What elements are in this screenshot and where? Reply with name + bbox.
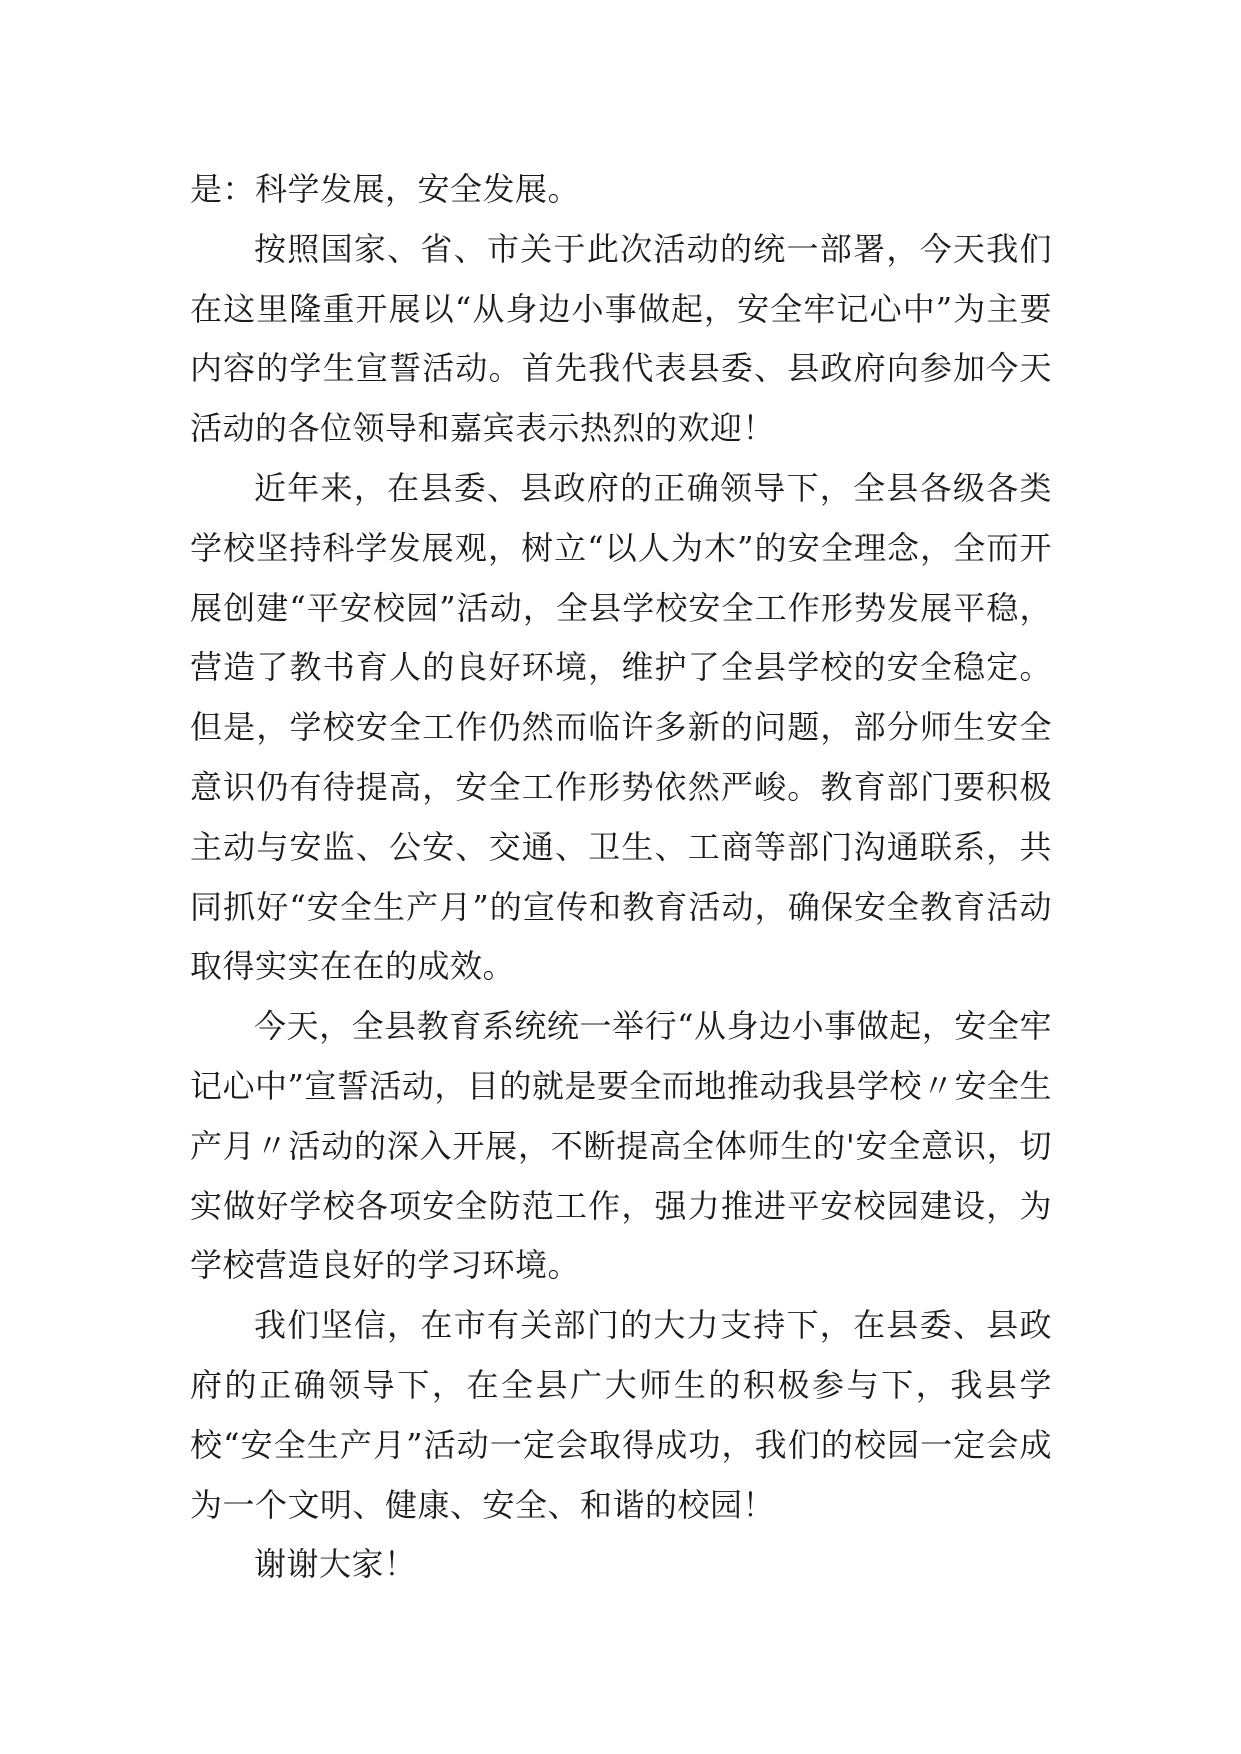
paragraph: 按照国家、省、市关于此次活动的统一部署，今天我们在这里隆重开展以“从身边小事做起，安全牢记心中”为主要内容的学生宣誓活动。首先我代表县委、县政府向参加今天活动的各位领导和嘉宾表示热烈的欢迎！ <box>190 229 1052 448</box>
paragraph: 我们坚信，在市有关部门的大力支持下，在县委、县政府的正确领导下，在全县广大师生的积极参与下，我县学校“安全生产月”活动一定会取得成功，我们的校园一定会成为一个文明、健康、安全、和谐的校园！ <box>190 1306 1052 1524</box>
document-body <box>190 160 1052 1595</box>
paragraph-continuation: 是：科学发展，安全发展。 <box>190 170 581 208</box>
paragraph: 今天，全县教育系统统一举行“从身边小事做起，安全牢记心中”宣誓活动，目的就是要全而地推动我县学校〃安全生产月〃活动的深入开展，不断提高全体师生的'安全意识，切实做好学校各项安全防范工作，强力推进平安校园建设，为学校营造良好的学习环境。 <box>190 1007 1052 1285</box>
paragraph: 近年来，在县委、县政府的正确领导下，全县各级各类学校坚持科学发展观，树立“以人为木”的安全理念，全而开展创建“平安校园”活动，全县学校安全工作形势发展平稳，营造了教书育人的良好环境，维护了全县学校的安全稳定。但是，学校安全工作仍然而临许多新的问题，部分师生安全意识仍有待提高，安全工作形势依然严峻。教育部门要积极主动与安监、公安、交通、卫生、工商等部门沟通联系，共同抓好“安全生产月”的宣传和教育活动，确保安全教育活动取得实实在在的成效。 <box>190 468 1052 986</box>
closing-paragraph: 谢谢大家！ <box>254 1545 417 1584</box>
